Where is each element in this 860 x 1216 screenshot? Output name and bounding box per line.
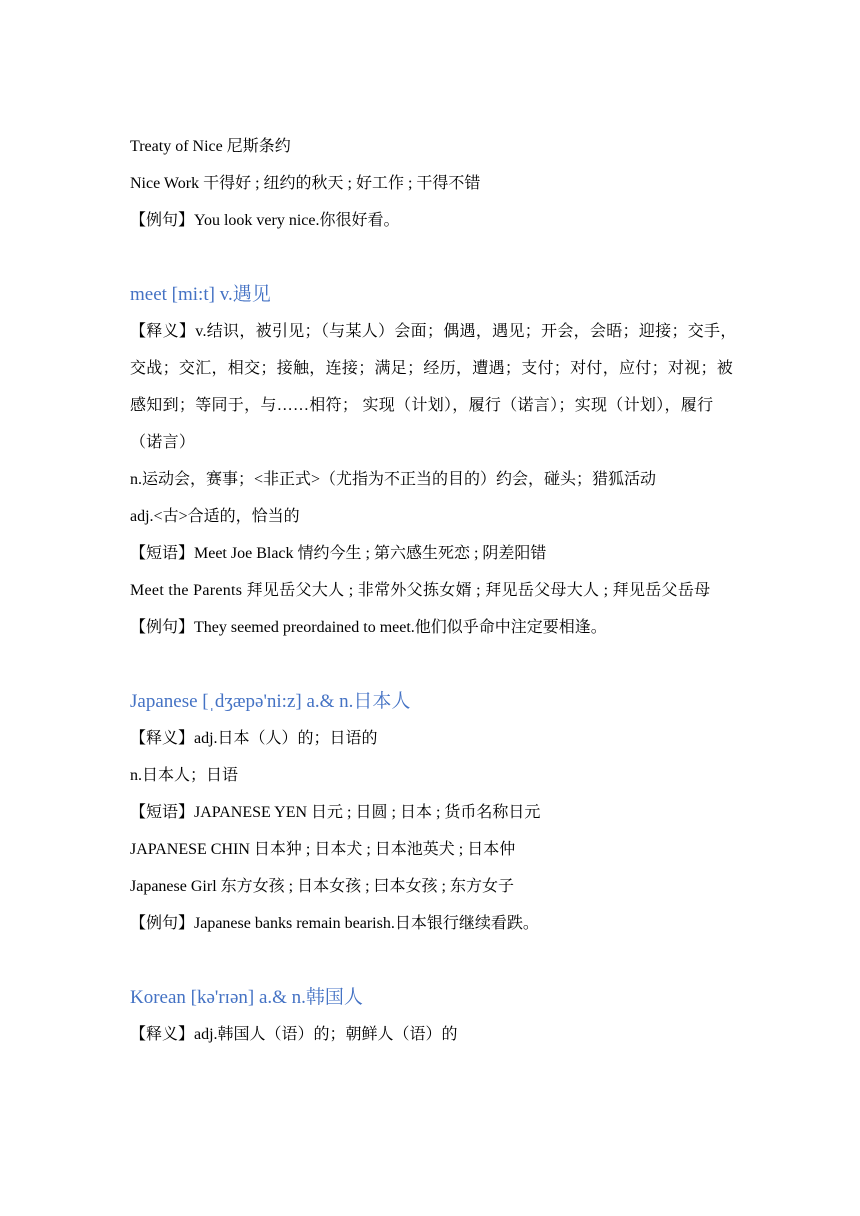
entry-gap xyxy=(130,239,740,276)
vocabulary-page xyxy=(130,128,740,1053)
meet-definition-adj: adj.<古>合适的，恰当的 xyxy=(130,508,300,525)
entry-gap xyxy=(130,646,740,683)
meet-phrase-parents: Meet the Parents 拜见岳父大人 ; 非常外父拣女婿 ; 拜见岳父母大人 ; 拜见岳父岳母 xyxy=(130,582,711,599)
japanese-phrase-chin: JAPANESE CHIN 日本狆 ; 日本犬 ; 日本池英犬 ; 日本仲 xyxy=(130,841,516,858)
meet-phrase-joe-black: 【短语】Meet Joe Black 情约今生 ; 第六感生死恋 ; 阴差阳错 xyxy=(130,545,547,562)
japanese-phrase-girl: Japanese Girl 东方女孩 ; 日本女孩 ; 曰本女孩 ; 东方女子 xyxy=(130,878,514,895)
meet-example: 【例句】They seemed preordained to meet.他们似乎命中注定要相逢。 xyxy=(130,619,607,636)
korean-heading: Korean [kə'rɪən] a.& n.韩国人 xyxy=(130,987,363,1008)
meet-definition-verb: 【释义】v.结识，被引见；（与某人）会面；偶遇，遇见；开会，会晤；迎接；交手，交战；交汇，相交；接触，连接；满足；经历，遭遇；支付；对付，应付；对视；被感知到；等同于，与……相符； 实现（计划），履行（诺言）；实现（计划），履行（诺言） xyxy=(130,323,737,451)
japanese-heading: Japanese [ˌdʒæpə'ni:z] a.& n.日本人 xyxy=(130,691,411,712)
nice-example: 【例句】You look very nice.你很好看。 xyxy=(130,212,400,229)
nice-phrase-work: Nice Work 干得好 ; 纽约的秋天 ; 好工作 ; 干得不错 xyxy=(130,175,481,192)
japanese-phrase-yen: 【短语】JAPANESE YEN 日元 ; 日圆 ; 日本 ; 货币名称日元 xyxy=(130,804,541,821)
meet-definition-noun: n.运动会，赛事；<非正式>（尤指为不正当的目的）约会，碰头；猎狐活动 xyxy=(130,471,657,488)
entry-gap xyxy=(130,942,740,979)
meet-heading: meet [mi:t] v.遇见 xyxy=(130,284,271,305)
japanese-example: 【例句】Japanese banks remain bearish.日本银行继续看跌。 xyxy=(130,915,539,932)
japanese-definition-noun: n.日本人；日语 xyxy=(130,767,239,784)
nice-phrase-treaty: Treaty of Nice 尼斯条约 xyxy=(130,138,291,155)
korean-definition-adj: 【释义】adj.韩国人（语）的；朝鲜人（语）的 xyxy=(130,1026,458,1043)
japanese-definition-adj: 【释义】adj.日本（人）的；日语的 xyxy=(130,730,378,747)
